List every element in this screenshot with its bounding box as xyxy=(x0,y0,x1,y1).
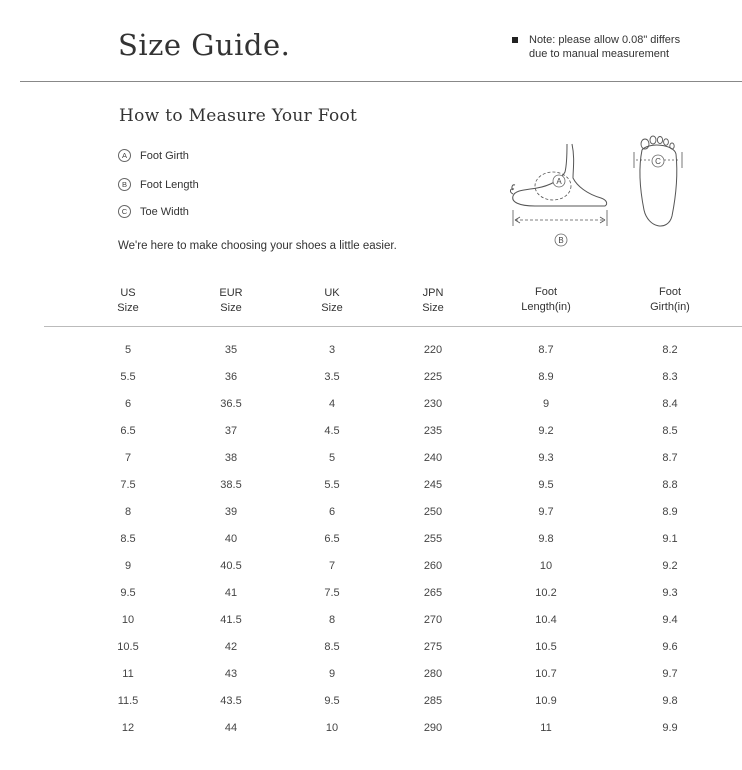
table-cell: 42 xyxy=(224,641,238,653)
foot-sole-view-icon xyxy=(628,130,688,240)
table-cell: 290 xyxy=(423,722,443,734)
table-cell: 280 xyxy=(423,668,443,680)
table-cell: 39 xyxy=(224,506,238,518)
table-cell: 220 xyxy=(423,344,443,356)
table-cell: 9 xyxy=(542,398,550,410)
table-cell: 9.8 xyxy=(662,695,678,707)
table-cell: 8.4 xyxy=(662,398,678,410)
table-row xyxy=(0,641,742,661)
table-cell: 11 xyxy=(122,668,134,680)
table-row xyxy=(0,452,742,472)
table-cell: 37 xyxy=(224,425,238,437)
table-cell: 8.3 xyxy=(662,371,678,383)
table-cell: 285 xyxy=(423,695,443,707)
table-row xyxy=(0,668,742,688)
table-cell: 6.5 xyxy=(120,425,136,437)
table-cell: 11.5 xyxy=(117,695,139,707)
column-header-us: US Size xyxy=(117,287,139,314)
legend-item-foot-length xyxy=(118,178,199,191)
table-cell: 10.9 xyxy=(535,695,557,707)
table-cell: 40 xyxy=(224,533,238,545)
table-cell: 9 xyxy=(328,668,336,680)
legend-item-toe-width xyxy=(118,205,189,218)
table-cell: 255 xyxy=(423,533,443,545)
table-cell: 38 xyxy=(224,452,238,464)
table-row xyxy=(0,695,742,715)
table-cell: 12 xyxy=(121,722,135,734)
measurement-note xyxy=(512,33,680,61)
table-cell: 270 xyxy=(423,614,443,626)
table-row xyxy=(0,371,742,391)
table-cell: 3.5 xyxy=(324,371,340,383)
table-cell: 250 xyxy=(423,506,443,518)
table-cell: 44 xyxy=(224,722,238,734)
circled-letter-icon: B xyxy=(118,178,131,191)
table-row xyxy=(0,398,742,418)
table-cell: 41.5 xyxy=(220,614,242,626)
table-divider xyxy=(44,326,742,327)
table-row xyxy=(0,722,742,742)
diagram-label-c: C xyxy=(655,157,661,166)
table-cell: 275 xyxy=(423,641,443,653)
table-cell: 10.2 xyxy=(535,587,557,599)
table-cell: 7 xyxy=(328,560,336,572)
table-cell: 10.4 xyxy=(535,614,557,626)
diagram-label-a: A xyxy=(556,177,562,186)
intro-text: We're here to make choosing your shoes a little easier. xyxy=(118,240,397,252)
legend-label: Foot Length xyxy=(140,178,199,191)
table-cell: 9.1 xyxy=(662,533,678,545)
column-header-eur: EUR Size xyxy=(219,287,243,314)
table-cell: 8.5 xyxy=(662,425,678,437)
table-cell: 9.7 xyxy=(538,506,554,518)
table-cell: 10.5 xyxy=(535,641,557,653)
table-cell: 9.6 xyxy=(662,641,678,653)
table-cell: 35 xyxy=(224,344,238,356)
table-cell: 8.9 xyxy=(662,506,678,518)
table-row xyxy=(0,533,742,553)
table-cell: 8.5 xyxy=(120,533,136,545)
table-cell: 8.7 xyxy=(662,452,678,464)
table-cell: 9.3 xyxy=(538,452,554,464)
table-cell: 9 xyxy=(124,560,132,572)
table-cell: 36 xyxy=(224,371,238,383)
table-cell: 8 xyxy=(328,614,336,626)
table-cell: 5 xyxy=(124,344,132,356)
table-cell: 3 xyxy=(328,344,336,356)
table-cell: 9.7 xyxy=(662,668,678,680)
table-row xyxy=(0,614,742,634)
table-row xyxy=(0,560,742,580)
table-cell: 10.5 xyxy=(117,641,139,653)
legend-label: Toe Width xyxy=(140,205,189,218)
table-cell: 8.2 xyxy=(662,344,678,356)
table-cell: 10.7 xyxy=(535,668,557,680)
table-cell: 9.5 xyxy=(120,587,136,599)
table-cell: 41 xyxy=(224,587,238,599)
table-cell: 9.5 xyxy=(538,479,554,491)
circled-letter-icon: C xyxy=(118,205,131,218)
table-cell: 4.5 xyxy=(324,425,340,437)
table-row xyxy=(0,344,742,364)
table-cell: 225 xyxy=(423,371,443,383)
table-cell: 9.2 xyxy=(538,425,554,437)
bullet-icon xyxy=(512,37,518,43)
table-cell: 230 xyxy=(423,398,443,410)
column-header-uk: UK Size xyxy=(321,287,343,314)
table-header xyxy=(0,286,742,322)
table-cell: 9.9 xyxy=(662,722,678,734)
table-cell: 9.4 xyxy=(662,614,678,626)
legend-label: Foot Girth xyxy=(140,149,189,162)
table-cell: 5.5 xyxy=(324,479,340,491)
table-cell: 11 xyxy=(540,722,552,734)
table-cell: 10 xyxy=(539,560,553,572)
circled-letter-icon: A xyxy=(118,149,131,162)
table-cell: 4 xyxy=(328,398,336,410)
table-cell: 265 xyxy=(423,587,443,599)
table-cell: 7.5 xyxy=(324,587,340,599)
table-cell: 260 xyxy=(423,560,443,572)
table-cell: 5 xyxy=(328,452,336,464)
page-title: Size Guide. xyxy=(118,28,291,62)
table-cell: 10 xyxy=(325,722,339,734)
legend-item-foot-girth xyxy=(118,149,189,162)
table-cell: 6 xyxy=(124,398,132,410)
table-cell: 240 xyxy=(423,452,443,464)
table-cell: 10 xyxy=(121,614,135,626)
table-cell: 6.5 xyxy=(324,533,340,545)
table-cell: 8 xyxy=(124,506,132,518)
note-line-1: Note: please allow 0.08" differs xyxy=(529,34,681,46)
table-cell: 9.5 xyxy=(324,695,340,707)
table-row xyxy=(0,506,742,526)
table-cell: 6 xyxy=(328,506,336,518)
table-cell: 38.5 xyxy=(220,479,242,491)
column-header-jpn: JPN Size xyxy=(422,287,444,314)
table-cell: 40.5 xyxy=(220,560,242,572)
table-row xyxy=(0,587,742,607)
table-cell: 43 xyxy=(224,668,238,680)
table-cell: 5.5 xyxy=(120,371,136,383)
table-cell: 9.3 xyxy=(662,587,678,599)
column-header-foot-girth: Foot Girth(in) xyxy=(650,286,690,313)
table-cell: 43.5 xyxy=(220,695,242,707)
table-row xyxy=(0,425,742,445)
foot-side-view-icon xyxy=(505,138,615,250)
table-cell: 8.5 xyxy=(324,641,340,653)
table-cell: 7.5 xyxy=(120,479,136,491)
section-title: How to Measure Your Foot xyxy=(119,106,358,126)
column-header-foot-length: Foot Length(in) xyxy=(521,286,571,313)
table-cell: 8.9 xyxy=(538,371,554,383)
table-cell: 245 xyxy=(423,479,443,491)
table-cell: 7 xyxy=(124,452,132,464)
diagram-label-b: B xyxy=(558,236,564,245)
header-divider xyxy=(20,81,742,82)
table-cell: 8.8 xyxy=(662,479,678,491)
table-cell: 8.7 xyxy=(538,344,554,356)
table-row xyxy=(0,479,742,499)
table-cell: 9.2 xyxy=(662,560,678,572)
table-cell: 9.8 xyxy=(538,533,554,545)
table-cell: 36.5 xyxy=(220,398,242,410)
table-cell: 235 xyxy=(423,425,443,437)
note-line-2: due to manual measurement xyxy=(529,48,670,60)
